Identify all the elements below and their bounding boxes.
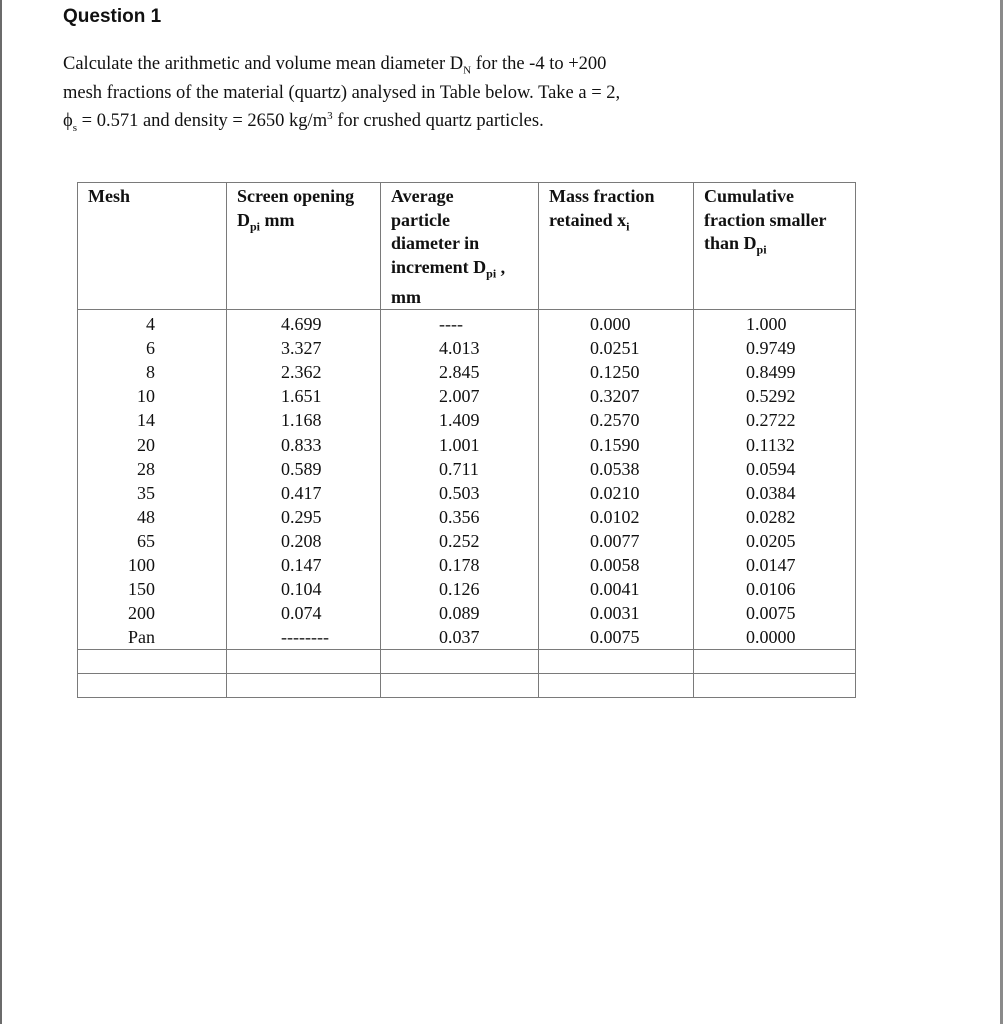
cell-mass-fraction: 0.0251	[539, 336, 694, 360]
cell-cumulative-fraction: 0.0147	[694, 553, 856, 577]
cell-average-diameter: 0.503	[381, 481, 539, 505]
header-mass-fraction: Mass fraction retained $x_i$	[539, 183, 694, 310]
cell-average-diameter: 0.711	[381, 457, 539, 481]
table-empty-row	[78, 650, 856, 674]
cell-screen-opening: --------	[227, 625, 381, 650]
cell-cumulative-fraction: 0.0106	[694, 577, 856, 601]
cell-average-diameter: 0.252	[381, 529, 539, 553]
cell-mass-fraction: 0.1250	[539, 360, 694, 384]
cell-mass-fraction: 0.0031	[539, 601, 694, 625]
cell-cumulative-fraction: 0.9749	[694, 336, 856, 360]
cell-mesh: 48	[78, 505, 227, 529]
cell-mesh: Pan	[78, 625, 227, 650]
table-empty-row	[78, 674, 856, 698]
cell-mass-fraction: 0.0075	[539, 625, 694, 650]
table-row	[78, 481, 856, 505]
cell-cumulative-fraction: 0.0075	[694, 601, 856, 625]
cell-mesh: 10	[78, 384, 227, 408]
table-row	[78, 457, 856, 481]
cell-screen-opening: 0.417	[227, 481, 381, 505]
cell-screen-opening: 3.327	[227, 336, 381, 360]
table-row	[78, 433, 856, 457]
cell-screen-opening: 4.699	[227, 310, 381, 337]
cell-screen-opening: 0.074	[227, 601, 381, 625]
table-row	[78, 577, 856, 601]
cell-mass-fraction: 0.0538	[539, 457, 694, 481]
cell-average-diameter: 0.037	[381, 625, 539, 650]
cell-screen-opening: 0.295	[227, 505, 381, 529]
cell-cumulative-fraction: 0.1132	[694, 433, 856, 457]
header-average-particle-diameter: Average particle diameter in increment $D_{pi}$ , mm	[381, 183, 539, 310]
cell-mesh: 6	[78, 336, 227, 360]
table-row	[78, 529, 856, 553]
page-left-border	[0, 0, 2, 1024]
cell-screen-opening: 0.208	[227, 529, 381, 553]
cell-average-diameter: 1.001	[381, 433, 539, 457]
cell-mesh: 100	[78, 553, 227, 577]
table-row	[78, 601, 856, 625]
table-header-row	[78, 183, 856, 310]
table-row	[78, 384, 856, 408]
table-row	[78, 553, 856, 577]
cell-cumulative-fraction: 0.0384	[694, 481, 856, 505]
cell-cumulative-fraction: 0.2722	[694, 408, 856, 432]
cell-mass-fraction: 0.000	[539, 310, 694, 337]
cell-screen-opening: 2.362	[227, 360, 381, 384]
cell-mesh: 4	[78, 310, 227, 337]
cell-mesh: 14	[78, 408, 227, 432]
phi-symbol: ϕ	[63, 110, 73, 131]
sieve-analysis-table	[77, 182, 856, 698]
cell-cumulative-fraction: 0.0000	[694, 625, 856, 650]
cell-cumulative-fraction: 1.000	[694, 310, 856, 337]
cell-screen-opening: 1.168	[227, 408, 381, 432]
cell-average-diameter: ----	[381, 310, 539, 337]
cell-mesh: 35	[78, 481, 227, 505]
cell-mass-fraction: 0.0041	[539, 577, 694, 601]
cell-cumulative-fraction: 0.0205	[694, 529, 856, 553]
cell-mesh: 28	[78, 457, 227, 481]
cell-average-diameter: 0.089	[381, 601, 539, 625]
header-screen-opening: Screen opening $D_{pi}$ mm	[227, 183, 381, 310]
cell-mass-fraction: 0.1590	[539, 433, 694, 457]
cell-screen-opening: 0.833	[227, 433, 381, 457]
cell-mesh: 65	[78, 529, 227, 553]
cell-average-diameter: 1.409	[381, 408, 539, 432]
cell-mass-fraction: 0.0210	[539, 481, 694, 505]
table-row	[78, 336, 856, 360]
header-mesh: Mesh	[78, 183, 227, 310]
cell-mesh: 200	[78, 601, 227, 625]
cell-mass-fraction: 0.0058	[539, 553, 694, 577]
cell-cumulative-fraction: 0.0282	[694, 505, 856, 529]
table-row	[78, 310, 856, 337]
cell-mass-fraction: 0.3207	[539, 384, 694, 408]
cell-mesh: 150	[78, 577, 227, 601]
cell-average-diameter: 0.356	[381, 505, 539, 529]
cell-mass-fraction: 0.0077	[539, 529, 694, 553]
cell-screen-opening: 0.147	[227, 553, 381, 577]
cell-mass-fraction: 0.0102	[539, 505, 694, 529]
cell-average-diameter: 0.178	[381, 553, 539, 577]
table-row	[78, 360, 856, 384]
cell-screen-opening: 0.104	[227, 577, 381, 601]
question-title: Question 1	[63, 6, 162, 27]
cell-screen-opening: 1.651	[227, 384, 381, 408]
cell-mesh: 20	[78, 433, 227, 457]
cell-mass-fraction: 0.2570	[539, 408, 694, 432]
cell-cumulative-fraction: 0.0594	[694, 457, 856, 481]
cell-average-diameter: 2.007	[381, 384, 539, 408]
cell-average-diameter: 0.126	[381, 577, 539, 601]
header-cumulative-fraction: Cumulative fraction smaller than $D_{pi}$	[694, 183, 856, 310]
table-row	[78, 408, 856, 432]
cell-cumulative-fraction: 0.8499	[694, 360, 856, 384]
cell-average-diameter: 2.845	[381, 360, 539, 384]
cell-screen-opening: 0.589	[227, 457, 381, 481]
cell-mesh: 8	[78, 360, 227, 384]
table-row	[78, 505, 856, 529]
cell-average-diameter: 4.013	[381, 336, 539, 360]
question-text: Calculate the arithmetic and volume mean diameter $D_N$ for the -4 to +200 mesh fractions of the material (quartz) analysed in Table below. Take a = 2, $\phi_s = 0.571$ and density = 2650 $kg/m^3$ for crushed quartz particles.	[63, 54, 621, 134]
table-row	[78, 625, 856, 650]
cell-cumulative-fraction: 0.5292	[694, 384, 856, 408]
